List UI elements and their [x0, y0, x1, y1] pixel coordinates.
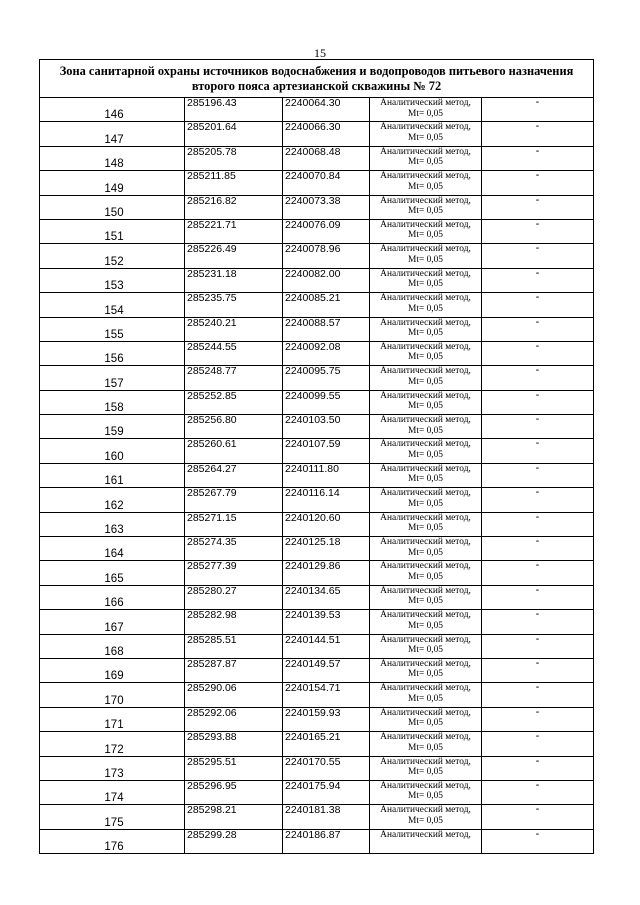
note-cell: -: [482, 683, 594, 707]
method-text: Аналитический метод,: [380, 610, 471, 621]
table-row: [40, 195, 594, 219]
method-cell: [370, 390, 482, 414]
point-number: 146: [104, 109, 124, 122]
method-cell: [370, 219, 482, 243]
point-number-cell: [40, 463, 185, 487]
point-number: 165: [104, 572, 124, 585]
accuracy-text: Мt= 0,05: [408, 498, 443, 509]
y-coordinate: 2240181.38: [283, 805, 370, 829]
point-number-cell: [40, 634, 185, 658]
note-cell: -: [482, 585, 594, 609]
point-number: 155: [104, 328, 124, 341]
note-cell: -: [482, 293, 594, 317]
method-cell: [370, 585, 482, 609]
point-number: 175: [104, 816, 124, 829]
method-text: Аналитический метод,: [380, 683, 471, 694]
method-text: Аналитический метод,: [380, 537, 471, 548]
accuracy-text: Мt= 0,05: [408, 742, 443, 753]
table-row: [40, 439, 594, 463]
table-row: [40, 658, 594, 682]
point-number-cell: [40, 244, 185, 268]
note-cell: -: [482, 561, 594, 585]
y-coordinate: 2240073.38: [283, 195, 370, 219]
note-cell: -: [482, 122, 594, 146]
accuracy-text: Мt= 0,05: [408, 181, 443, 192]
accuracy-text: Мt= 0,05: [408, 620, 443, 631]
point-number-cell: [40, 707, 185, 731]
point-number: 166: [104, 597, 124, 610]
point-number: 159: [104, 426, 124, 439]
table-row: [40, 780, 594, 804]
point-number-cell: [40, 658, 185, 682]
accuracy-text: Мt= 0,05: [408, 718, 443, 729]
point-number-cell: [40, 683, 185, 707]
x-coordinate: 285274.35: [185, 537, 283, 561]
x-coordinate: 285296.95: [185, 780, 283, 804]
y-coordinate: 2240078.96: [283, 244, 370, 268]
y-coordinate: 2240076.09: [283, 219, 370, 243]
accuracy-text: Мt= 0,05: [408, 352, 443, 363]
x-coordinate: 285231.18: [185, 268, 283, 292]
x-coordinate: 285287.87: [185, 658, 283, 682]
table-row: [40, 366, 594, 390]
y-coordinate: 2240120.60: [283, 512, 370, 536]
y-coordinate: 2240068.48: [283, 146, 370, 170]
y-coordinate: 2240144.51: [283, 634, 370, 658]
point-number-cell: [40, 293, 185, 317]
y-coordinate: 2240175.94: [283, 780, 370, 804]
table-row: [40, 415, 594, 439]
x-coordinate: 285256.80: [185, 415, 283, 439]
x-coordinate: 285226.49: [185, 244, 283, 268]
point-number-cell: [40, 805, 185, 829]
table-row: [40, 146, 594, 170]
accuracy-text: Мt= 0,05: [408, 132, 443, 143]
method-cell: [370, 463, 482, 487]
note-cell: -: [482, 829, 594, 853]
y-coordinate: 2240092.08: [283, 341, 370, 365]
point-number: 163: [104, 524, 124, 537]
point-number-cell: [40, 366, 185, 390]
method-cell: [370, 488, 482, 512]
point-number: 176: [104, 841, 124, 854]
accuracy-text: Мt= 0,05: [408, 474, 443, 485]
accuracy-text: Мt= 0,05: [408, 669, 443, 680]
method-cell: [370, 658, 482, 682]
accuracy-text: Мt= 0,05: [408, 596, 443, 607]
point-number: 149: [104, 182, 124, 195]
x-coordinate: 285205.78: [185, 146, 283, 170]
point-number: 151: [104, 231, 124, 244]
point-number-cell: [40, 195, 185, 219]
x-coordinate: 285221.71: [185, 219, 283, 243]
method-text: Аналитический метод,: [380, 171, 471, 182]
y-coordinate: 2240186.87: [283, 829, 370, 853]
point-number: 147: [104, 133, 124, 146]
accuracy-text: Мt= 0,05: [408, 401, 443, 412]
method-text: Аналитический метод,: [380, 195, 471, 206]
table-row: [40, 268, 594, 292]
table-row: [40, 634, 594, 658]
note-cell: -: [482, 805, 594, 829]
note-cell: -: [482, 463, 594, 487]
caption-line-1: Зона санитарной охраны источников водоснабжения и водопроводов питьевого назначения: [59, 63, 574, 78]
method-cell: [370, 780, 482, 804]
y-coordinate: 2240116.14: [283, 488, 370, 512]
note-cell: -: [482, 756, 594, 780]
table-row: [40, 244, 594, 268]
note-cell: -: [482, 658, 594, 682]
page-number: 15: [314, 46, 326, 60]
note-cell: -: [482, 98, 594, 122]
point-number-cell: [40, 780, 185, 804]
note-cell: -: [482, 317, 594, 341]
method-text: Аналитический метод,: [380, 268, 471, 279]
method-cell: [370, 122, 482, 146]
table-row: [40, 512, 594, 536]
method-cell: [370, 610, 482, 634]
y-coordinate: 2240103.50: [283, 415, 370, 439]
point-number-cell: [40, 317, 185, 341]
x-coordinate: 285271.15: [185, 512, 283, 536]
y-coordinate: 2240070.84: [283, 171, 370, 195]
point-number-cell: [40, 610, 185, 634]
note-cell: -: [482, 390, 594, 414]
table-row: [40, 732, 594, 756]
point-number: 152: [104, 255, 124, 268]
note-cell: -: [482, 732, 594, 756]
x-coordinate: 285267.79: [185, 488, 283, 512]
x-coordinate: 285216.82: [185, 195, 283, 219]
point-number-cell: [40, 122, 185, 146]
method-cell: [370, 317, 482, 341]
x-coordinate: 285299.28: [185, 829, 283, 853]
accuracy-text: Мt= 0,05: [408, 767, 443, 778]
point-number-cell: [40, 98, 185, 122]
table-row: [40, 585, 594, 609]
table-row: [40, 463, 594, 487]
x-coordinate: 285201.64: [185, 122, 283, 146]
table-row: [40, 219, 594, 243]
accuracy-text: Мt= 0,05: [408, 425, 443, 436]
method-text: Аналитический метод,: [380, 146, 471, 157]
method-text: Аналитический метод,: [380, 244, 471, 255]
coordinates-table: [39, 59, 594, 854]
y-coordinate: 2240064.30: [283, 98, 370, 122]
method-text: Аналитический метод,: [380, 98, 471, 108]
accuracy-text: Мt= 0,05: [408, 815, 443, 826]
x-coordinate: 285293.88: [185, 732, 283, 756]
accuracy-text: Мt= 0,05: [408, 693, 443, 704]
method-cell: [370, 805, 482, 829]
note-cell: -: [482, 707, 594, 731]
method-text: Аналитический метод,: [380, 415, 471, 426]
note-cell: -: [482, 415, 594, 439]
point-number: 169: [104, 670, 124, 683]
accuracy-text: Мt= 0,05: [408, 279, 443, 290]
method-text: Аналитический метод,: [380, 390, 471, 401]
method-cell: [370, 439, 482, 463]
y-coordinate: 2240125.18: [283, 537, 370, 561]
y-coordinate: 2240082.00: [283, 268, 370, 292]
x-coordinate: 285285.51: [185, 634, 283, 658]
point-number-cell: [40, 732, 185, 756]
table-row: [40, 683, 594, 707]
method-cell: [370, 366, 482, 390]
accuracy-text: Мt= 0,05: [408, 547, 443, 558]
y-coordinate: 2240149.57: [283, 658, 370, 682]
method-text: Аналитический метод,: [380, 585, 471, 596]
point-number: 167: [104, 621, 124, 634]
accuracy-text: Мt= 0,05: [408, 108, 443, 119]
x-coordinate: 285298.21: [185, 805, 283, 829]
note-cell: -: [482, 268, 594, 292]
point-number: 174: [104, 792, 124, 805]
method-cell: [370, 634, 482, 658]
method-cell: [370, 244, 482, 268]
method-cell: [370, 732, 482, 756]
x-coordinate: 285211.85: [185, 171, 283, 195]
note-cell: -: [482, 195, 594, 219]
point-number: 172: [104, 743, 124, 756]
point-number: 158: [104, 402, 124, 415]
accuracy-text: Мt= 0,05: [408, 571, 443, 582]
method-cell: [370, 146, 482, 170]
accuracy-text: Мt= 0,05: [408, 449, 443, 460]
point-number: 160: [104, 450, 124, 463]
point-number-cell: [40, 171, 185, 195]
method-cell: [370, 756, 482, 780]
y-coordinate: 2240139.53: [283, 610, 370, 634]
method-text: Аналитический метод,: [380, 219, 471, 230]
accuracy-text: Мt= 0,05: [408, 157, 443, 168]
note-cell: -: [482, 537, 594, 561]
x-coordinate: 285252.85: [185, 390, 283, 414]
table-row: [40, 171, 594, 195]
point-number-cell: [40, 561, 185, 585]
accuracy-text: Мt= 0,05: [408, 254, 443, 265]
note-cell: -: [482, 439, 594, 463]
y-coordinate: 2240066.30: [283, 122, 370, 146]
x-coordinate: 285292.06: [185, 707, 283, 731]
note-cell: -: [482, 219, 594, 243]
point-number-cell: [40, 439, 185, 463]
method-text: Аналитический метод,: [380, 439, 471, 450]
y-coordinate: 2240088.57: [283, 317, 370, 341]
accuracy-text: Мt= 0,05: [408, 791, 443, 802]
point-number: 170: [104, 694, 124, 707]
method-text: Аналитический метод,: [380, 317, 471, 328]
x-coordinate: 285235.75: [185, 293, 283, 317]
accuracy-text: Мt= 0,05: [408, 230, 443, 241]
table-row: [40, 805, 594, 829]
point-number-cell: [40, 341, 185, 365]
method-text: Аналитический метод,: [380, 293, 471, 304]
method-cell: [370, 195, 482, 219]
method-text: Аналитический метод,: [380, 341, 471, 352]
point-number: 157: [104, 377, 124, 390]
y-coordinate: 2240134.65: [283, 585, 370, 609]
note-cell: -: [482, 171, 594, 195]
caption-line-2: второго пояса артезианской скважины № 72: [191, 78, 442, 93]
note-cell: -: [482, 512, 594, 536]
point-number: 154: [104, 304, 124, 317]
accuracy-text: Мt= 0,05: [408, 303, 443, 314]
table-row: [40, 98, 594, 122]
point-number-cell: [40, 219, 185, 243]
point-number-cell: [40, 146, 185, 170]
x-coordinate: 285244.55: [185, 341, 283, 365]
table-row: [40, 122, 594, 146]
point-number-cell: [40, 268, 185, 292]
method-text: Аналитический метод,: [380, 732, 471, 743]
note-cell: -: [482, 341, 594, 365]
method-text: Аналитический метод,: [380, 829, 471, 840]
y-coordinate: 2240085.21: [283, 293, 370, 317]
method-text: Аналитический метод,: [380, 756, 471, 767]
y-coordinate: 2240095.75: [283, 366, 370, 390]
table-row: [40, 707, 594, 731]
method-cell: [370, 268, 482, 292]
method-text: Аналитический метод,: [380, 658, 471, 669]
point-number: 161: [104, 475, 124, 488]
table-row: [40, 829, 594, 853]
point-number-cell: [40, 537, 185, 561]
accuracy-text: Мt= 0,05: [408, 523, 443, 534]
method-text: Аналитический метод,: [380, 707, 471, 718]
point-number-cell: [40, 488, 185, 512]
point-number-cell: [40, 390, 185, 414]
table-row: [40, 488, 594, 512]
table-row: [40, 341, 594, 365]
method-text: Аналитический метод,: [380, 488, 471, 499]
point-number-cell: [40, 829, 185, 853]
method-text: Аналитический метод,: [380, 561, 471, 572]
point-number: 153: [104, 280, 124, 293]
point-number-cell: [40, 512, 185, 536]
method-cell: [370, 98, 482, 122]
point-number-cell: [40, 415, 185, 439]
x-coordinate: 285264.27: [185, 463, 283, 487]
point-number: 148: [104, 158, 124, 171]
y-coordinate: 2240165.21: [283, 732, 370, 756]
method-text: Аналитический метод,: [380, 634, 471, 645]
x-coordinate: 285240.21: [185, 317, 283, 341]
table-row: [40, 317, 594, 341]
x-coordinate: 285290.06: [185, 683, 283, 707]
method-cell: [370, 293, 482, 317]
note-cell: -: [482, 634, 594, 658]
method-cell: [370, 171, 482, 195]
accuracy-text: Мt= 0,05: [408, 328, 443, 339]
x-coordinate: 285282.98: [185, 610, 283, 634]
y-coordinate: 2240107.59: [283, 439, 370, 463]
x-coordinate: 285280.27: [185, 585, 283, 609]
table-caption: [40, 60, 594, 98]
point-number: 168: [104, 645, 124, 658]
x-coordinate: 285260.61: [185, 439, 283, 463]
method-cell: [370, 341, 482, 365]
table-row: [40, 537, 594, 561]
y-coordinate: 2240099.55: [283, 390, 370, 414]
method-text: Аналитический метод,: [380, 805, 471, 816]
note-cell: -: [482, 780, 594, 804]
x-coordinate: 285248.77: [185, 366, 283, 390]
method-cell: [370, 829, 482, 853]
point-number: 156: [104, 353, 124, 366]
x-coordinate: 285277.39: [185, 561, 283, 585]
point-number: 171: [104, 719, 124, 732]
point-number: 173: [104, 767, 124, 780]
note-cell: -: [482, 488, 594, 512]
note-cell: -: [482, 610, 594, 634]
point-number-cell: [40, 585, 185, 609]
y-coordinate: 2240159.93: [283, 707, 370, 731]
method-text: Аналитический метод,: [380, 780, 471, 791]
table-row: [40, 390, 594, 414]
accuracy-text: Мt= 0,05: [408, 376, 443, 387]
table-row: [40, 293, 594, 317]
y-coordinate: 2240154.71: [283, 683, 370, 707]
table-row: [40, 610, 594, 634]
method-text: Аналитический метод,: [380, 463, 471, 474]
table-row: [40, 756, 594, 780]
accuracy-text: Мt= 0,05: [408, 645, 443, 656]
method-cell: [370, 512, 482, 536]
point-number: 162: [104, 499, 124, 512]
note-cell: -: [482, 244, 594, 268]
method-text: Аналитический метод,: [380, 512, 471, 523]
method-cell: [370, 561, 482, 585]
table-row: [40, 561, 594, 585]
x-coordinate: 285196.43: [185, 98, 283, 122]
method-cell: [370, 707, 482, 731]
y-coordinate: 2240111.80: [283, 463, 370, 487]
method-text: Аналитический метод,: [380, 122, 471, 133]
point-number-cell: [40, 756, 185, 780]
note-cell: -: [482, 146, 594, 170]
y-coordinate: 2240129.86: [283, 561, 370, 585]
method-cell: [370, 683, 482, 707]
point-number: 150: [104, 206, 124, 219]
point-number: 164: [104, 548, 124, 561]
table-caption-row: [40, 60, 594, 98]
method-cell: [370, 537, 482, 561]
note-cell: -: [482, 366, 594, 390]
method-text: Аналитический метод,: [380, 366, 471, 377]
accuracy-text: Мt= 0,05: [408, 206, 443, 217]
x-coordinate: 285295.51: [185, 756, 283, 780]
method-cell: [370, 415, 482, 439]
y-coordinate: 2240170.55: [283, 756, 370, 780]
